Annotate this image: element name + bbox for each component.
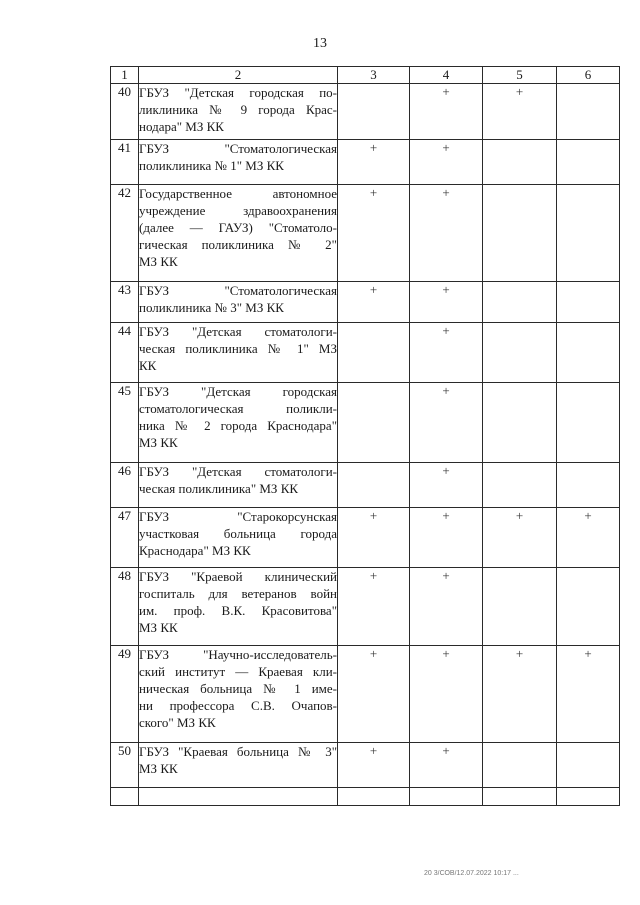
mark-cell-col-4: +: [410, 140, 483, 185]
institution-name-line: нодара" МЗ КК: [139, 119, 224, 134]
institution-name-line: МЗ КК: [139, 761, 178, 776]
institution-name-line: МЗ КК: [139, 620, 178, 635]
header-cell-6: 6: [557, 67, 620, 84]
institution-name-line: Государственное автономное: [139, 186, 337, 201]
institution-name-line: КК: [139, 358, 157, 373]
institution-name-line: учреждение здравоохранения: [139, 203, 337, 218]
mark-cell-col-4: +: [410, 568, 483, 646]
mark-cell-col-4: +: [410, 282, 483, 323]
institution-name: [139, 463, 338, 508]
institution-name: [139, 508, 338, 568]
mark-cell-col-5: [483, 743, 557, 788]
mark-cell-col-6: [557, 282, 620, 323]
mark-cell-col-3: +: [338, 282, 410, 323]
row-number: 47: [111, 508, 139, 568]
mark-cell-col-6: [557, 383, 620, 463]
mark-cell-col-5: [483, 463, 557, 508]
header-cell-3: 3: [338, 67, 410, 84]
institution-name-line: ГБУЗ "Стоматологическая: [139, 141, 337, 156]
table-row: [111, 84, 620, 140]
mark-cell-col-6: [557, 323, 620, 383]
document-table: [110, 66, 620, 806]
institution-name: [139, 383, 338, 463]
header-cell-1: 1: [111, 67, 139, 84]
mark-cell-col-6: [557, 84, 620, 140]
empty-cell: [338, 788, 410, 806]
table-row-empty: [111, 788, 620, 806]
mark-cell-col-4: +: [410, 84, 483, 140]
row-number: 46: [111, 463, 139, 508]
institution-name: [139, 282, 338, 323]
institution-name-line: ческая поликлиника" МЗ КК: [139, 481, 299, 496]
mark-cell-col-5: +: [483, 646, 557, 743]
mark-cell-col-3: [338, 463, 410, 508]
institution-name-line: стоматологическая поликли-: [139, 401, 337, 416]
institution-name-line: ГБУЗ "Детская городская по-: [139, 85, 337, 100]
institution-name-line: ГБУЗ "Научно-исследователь-: [139, 647, 337, 662]
table-row: [111, 185, 620, 282]
institution-name-line: ГБУЗ "Краевая больница № 3": [139, 744, 337, 759]
mark-cell-col-4: +: [410, 323, 483, 383]
mark-cell-col-3: [338, 383, 410, 463]
mark-cell-col-6: +: [557, 646, 620, 743]
institution-name-line: МЗ КК: [139, 435, 178, 450]
institution-name-line: ника № 2 города Краснодара": [139, 418, 337, 433]
mark-cell-col-3: +: [338, 508, 410, 568]
institution-name-line: МЗ КК: [139, 254, 178, 269]
row-number: 48: [111, 568, 139, 646]
institution-name-line: ГБУЗ "Детская стоматологи-: [139, 464, 337, 479]
table-row: [111, 140, 620, 185]
institution-name-line: участковая больница города: [139, 526, 337, 541]
institution-name-line: ческая поликлиника № 1" МЗ: [139, 341, 337, 356]
mark-cell-col-5: [483, 323, 557, 383]
empty-cell: [410, 788, 483, 806]
institution-name-line: ническая больница № 1 име-: [139, 681, 337, 696]
row-number: 49: [111, 646, 139, 743]
footer-stamp: 20 3/СОВ/12.07.2022 10:17 ...: [424, 870, 519, 877]
table-row: [111, 282, 620, 323]
mark-cell-col-3: [338, 84, 410, 140]
mark-cell-col-4: +: [410, 185, 483, 282]
header-cell-5: 5: [483, 67, 557, 84]
institution-name-line: (далее — ГАУЗ) "Стоматоло-: [139, 220, 337, 235]
mark-cell-col-5: +: [483, 84, 557, 140]
mark-cell-col-6: [557, 140, 620, 185]
mark-cell-col-4: +: [410, 646, 483, 743]
mark-cell-col-6: +: [557, 508, 620, 568]
institution-name-line: ГБУЗ "Краевой клинический: [139, 569, 337, 584]
institution-name-line: им. проф. В.К. Красовитова": [139, 603, 337, 618]
empty-cell: [483, 788, 557, 806]
mark-cell-col-3: +: [338, 140, 410, 185]
institution-name-line: ГБУЗ "Детская городская: [139, 384, 337, 399]
row-number: 45: [111, 383, 139, 463]
table-row: [111, 743, 620, 788]
mark-cell-col-4: +: [410, 463, 483, 508]
institution-name: [139, 84, 338, 140]
row-number: 42: [111, 185, 139, 282]
mark-cell-col-3: +: [338, 568, 410, 646]
mark-cell-col-5: [483, 568, 557, 646]
institution-name-line: ский институт — Краевая кли-: [139, 664, 337, 679]
institution-name-line: гическая поликлиника № 2": [139, 237, 337, 252]
institution-name: [139, 140, 338, 185]
institution-name-line: ни профессора С.В. Очапов-: [139, 698, 337, 713]
row-number: 50: [111, 743, 139, 788]
institution-name-line: ского" МЗ КК: [139, 715, 216, 730]
institution-name-line: госпиталь для ветеранов войн: [139, 586, 337, 601]
table-row: [111, 646, 620, 743]
mark-cell-col-5: [483, 185, 557, 282]
mark-cell-col-5: [483, 140, 557, 185]
institution-name-line: ГБУЗ "Детская стоматологи-: [139, 324, 337, 339]
empty-cell: [557, 788, 620, 806]
row-number: 41: [111, 140, 139, 185]
row-number: 40: [111, 84, 139, 140]
page-number: 13: [313, 36, 327, 51]
institution-name: [139, 323, 338, 383]
table-row: [111, 323, 620, 383]
mark-cell-col-4: +: [410, 383, 483, 463]
institution-name: [139, 743, 338, 788]
mark-cell-col-6: [557, 743, 620, 788]
mark-cell-col-6: [557, 568, 620, 646]
institution-name-line: ликлиника № 9 города Крас-: [139, 102, 337, 117]
header-cell-2: 2: [139, 67, 338, 84]
mark-cell-col-5: [483, 282, 557, 323]
institution-name: [139, 646, 338, 743]
mark-cell-col-3: +: [338, 743, 410, 788]
mark-cell-col-4: +: [410, 508, 483, 568]
table-row: [111, 568, 620, 646]
mark-cell-col-5: [483, 383, 557, 463]
institution-name-line: поликлиника № 3" МЗ КК: [139, 300, 284, 315]
table-row: [111, 508, 620, 568]
institution-name-line: ГБУЗ "Стоматологическая: [139, 283, 337, 298]
mark-cell-col-3: +: [338, 646, 410, 743]
institution-name-line: Краснодара" МЗ КК: [139, 543, 251, 558]
table-row: [111, 463, 620, 508]
institution-name: [139, 568, 338, 646]
row-number: 43: [111, 282, 139, 323]
mark-cell-col-6: [557, 463, 620, 508]
header-cell-4: 4: [410, 67, 483, 84]
institution-name-line: поликлиника № 1" МЗ КК: [139, 158, 284, 173]
mark-cell-col-4: +: [410, 743, 483, 788]
mark-cell-col-5: +: [483, 508, 557, 568]
mark-cell-col-3: +: [338, 185, 410, 282]
table-row: [111, 383, 620, 463]
mark-cell-col-6: [557, 185, 620, 282]
empty-cell: [111, 788, 139, 806]
institution-name-line: ГБУЗ "Старокорсунская: [139, 509, 337, 524]
row-number: 44: [111, 323, 139, 383]
table-header-row: [111, 67, 620, 84]
mark-cell-col-3: [338, 323, 410, 383]
institution-name: [139, 185, 338, 282]
empty-cell: [139, 788, 338, 806]
